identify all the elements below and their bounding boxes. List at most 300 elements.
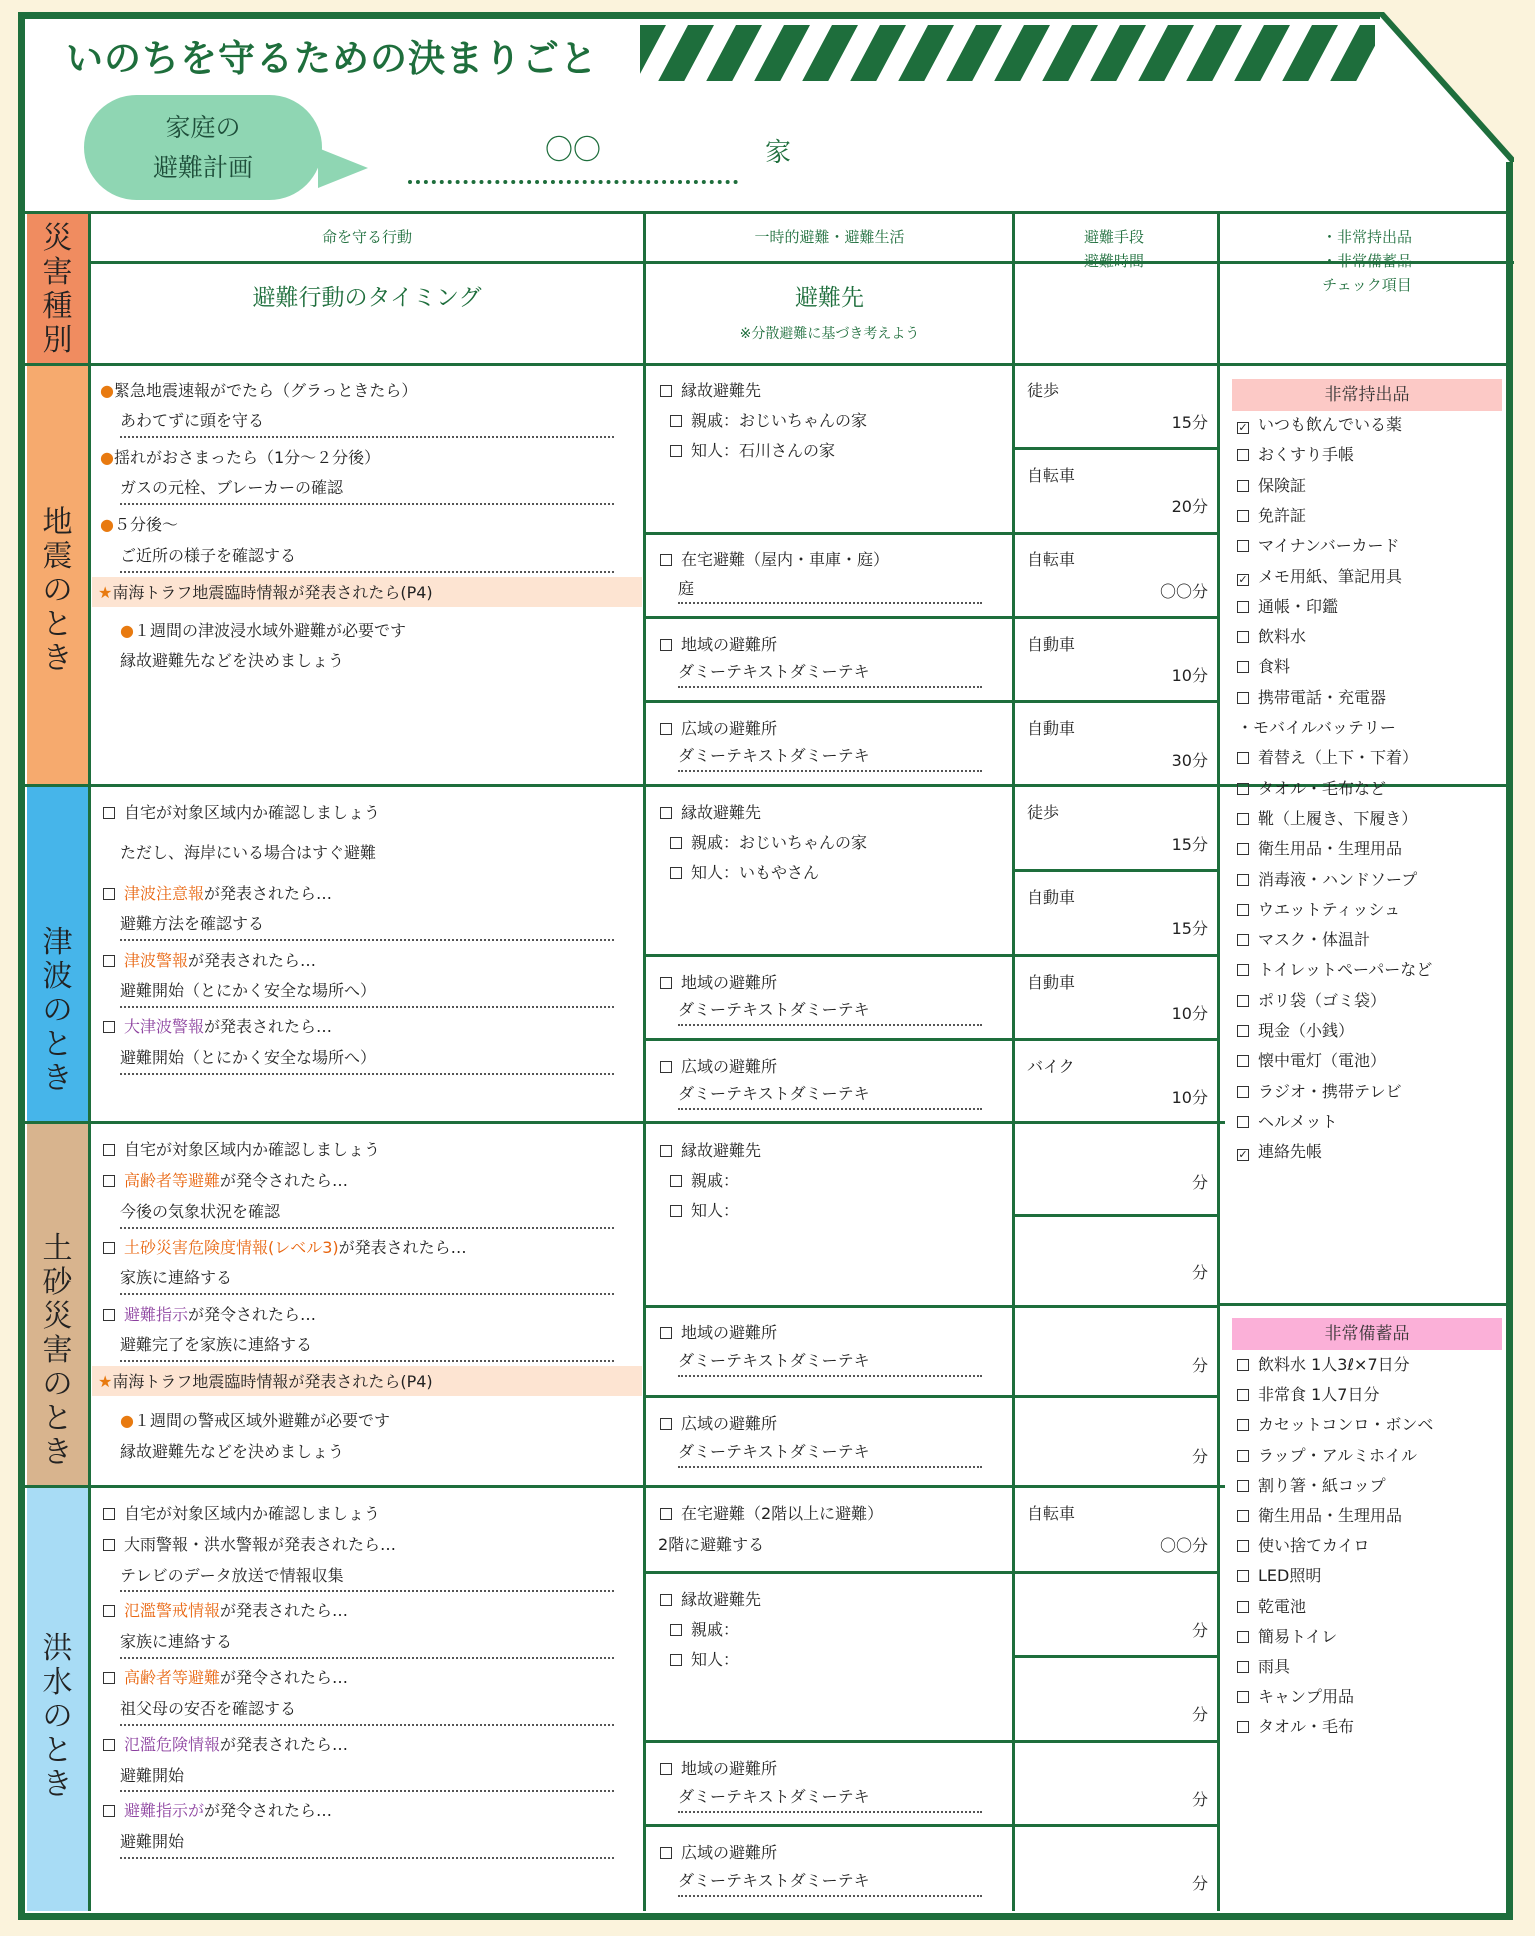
eq-means-1[interactable]: 徒歩 (1027, 381, 1060, 400)
carry-item[interactable] (1237, 475, 1306, 497)
eq-refuge-home[interactable]: 在宅避難（屋内・車庫・庭） (660, 549, 889, 571)
header-items-line2: ・非常備蓄品 (1321, 252, 1412, 270)
ls-action-6[interactable]: 避難指示が発令されたら… (103, 1304, 316, 1326)
grid-line (644, 700, 1218, 703)
grid-line (1013, 1214, 1218, 1217)
checkbox-icon[interactable] (1237, 1359, 1249, 1371)
fl-action-11: 避難開始 (120, 1832, 185, 1851)
dotted-rule (120, 571, 614, 573)
carry-item[interactable] (1237, 747, 1418, 769)
stock-item[interactable] (1237, 1384, 1379, 1406)
checkbox-icon (660, 977, 672, 989)
bullet-icon: ● (100, 381, 114, 400)
fl-refuge-acquaintance[interactable]: 知人： (670, 1649, 739, 1671)
carry-item-label: 携帯電話・充電器 (1258, 687, 1387, 707)
checkbox-icon (103, 1672, 115, 1684)
checkbox-icon (660, 1145, 672, 1157)
dotted-rule (120, 1790, 614, 1792)
fl-time-4[interactable]: 分 (1191, 1790, 1208, 1809)
ls-action-7: 避難完了を家族に連絡する (120, 1335, 313, 1354)
checkbox-checked-icon[interactable]: ✓ (1238, 421, 1248, 434)
checkbox-icon (670, 867, 682, 879)
checkbox-icon (103, 1021, 115, 1033)
stock-item[interactable] (1237, 1535, 1370, 1557)
ts-action-4: 避難方法を確認する (120, 914, 265, 933)
carry-item[interactable] (1237, 838, 1402, 860)
checkbox-icon[interactable] (1237, 813, 1249, 825)
stock-item-label: 乾電池 (1258, 1596, 1307, 1616)
header-action-small: 命を守る行動 (321, 228, 412, 246)
eq-action-2: あわてずに頭を守る (120, 411, 265, 430)
fl-time-3[interactable]: 分 (1191, 1705, 1208, 1724)
eq-refuge-relative[interactable]: 親戚：おじいちゃんの家 (670, 410, 867, 432)
carry-item-label: ヘルメット (1258, 1111, 1338, 1131)
page-corner-fold-icon (1374, 12, 1514, 162)
ls-refuge-acquaintance[interactable]: 知人： (670, 1200, 739, 1222)
checkbox-icon (670, 1654, 682, 1666)
eq-time-4[interactable]: 10分 (1171, 666, 1208, 685)
carry-item[interactable] (1237, 687, 1386, 709)
stock-item-label: 飲料水 1人3ℓ×7日分 (1258, 1355, 1410, 1374)
stripe-band-icon (640, 25, 1375, 81)
eq-action-8: ●１週間の津波浸水域外避難が必要です (120, 621, 406, 640)
checkbox-icon[interactable] (1237, 783, 1249, 795)
header-items (1221, 225, 1513, 297)
ls-time-2[interactable]: 分 (1191, 1263, 1208, 1282)
fl-action-10[interactable]: 避難指示がが発令されたら… (103, 1800, 332, 1822)
carry-item-label: 着替え（上下・下着） (1258, 748, 1419, 768)
eq-action-1: ●緊急地震速報がでたら（グラっときたら） (100, 381, 418, 400)
carry-item[interactable] (1237, 1111, 1338, 1133)
checkbox-checked-icon[interactable]: ✓ (1238, 572, 1248, 586)
carry-item[interactable] (1237, 808, 1417, 830)
fl-action-9: 避難開始 (120, 1766, 185, 1785)
checkbox-icon (103, 1309, 115, 1321)
ts-means-4[interactable]: バイク (1027, 1057, 1075, 1076)
checkbox-icon[interactable] (1237, 480, 1249, 492)
dotted-rule (120, 436, 614, 438)
dotted-rule (120, 1724, 614, 1726)
ls-refuge-wide[interactable]: 広域の避難所 (660, 1413, 777, 1435)
ts-means-1[interactable]: 徒歩 (1027, 803, 1060, 822)
stock-item-label: LED照明 (1258, 1566, 1322, 1586)
checkbox-checked-icon[interactable]: ✓ (1238, 1148, 1248, 1162)
eq-refuge-wide[interactable]: 広域の避難所 (660, 718, 777, 740)
carry-item-label: 保険証 (1258, 475, 1307, 495)
fl-action-4[interactable]: 氾濫警戒情報が発表されたら… (103, 1600, 348, 1622)
ls-refuge-relative[interactable]: 親戚： (670, 1170, 739, 1192)
eq-refuge-local-value[interactable]: ダミーテキストダミーテキ (678, 662, 870, 681)
eq-action-5: ●５分後〜 (100, 515, 178, 534)
eq-time-5[interactable]: 30分 (1171, 751, 1208, 770)
grid-line (1013, 869, 1218, 872)
ls-action-2[interactable]: 高齢者等避難が発令されたら… (103, 1170, 348, 1192)
carry-item[interactable] (1237, 869, 1417, 891)
grid-line (25, 1121, 1225, 1124)
eq-means-3[interactable]: 自転車 (1027, 550, 1076, 569)
checkbox-icon[interactable] (1237, 449, 1249, 461)
checkbox-icon (103, 1242, 115, 1254)
bullet-icon: ● (100, 515, 114, 534)
bubble-label (84, 108, 322, 188)
carry-item[interactable] (1237, 1141, 1322, 1163)
ts-refuge-wide-value[interactable]: ダミーテキストダミーテキ (678, 1084, 870, 1103)
carry-item-label: おくすり手帳 (1258, 445, 1355, 465)
carry-item[interactable] (1237, 566, 1402, 588)
eq-action-3: ●揺れがおさまったら（1分〜２分後） (100, 448, 381, 467)
fl-refuge-home-value[interactable]: 2階に避難する (658, 1535, 765, 1554)
stock-item[interactable] (1237, 1445, 1417, 1467)
carry-item-label: 消毒液・ハンドソープ (1258, 869, 1418, 889)
checkbox-icon[interactable] (1237, 1450, 1249, 1462)
grid-line (644, 1305, 1218, 1308)
stock-item[interactable] (1237, 1354, 1410, 1376)
dotted-rule (678, 770, 982, 772)
family-name-field[interactable]: 〇〇 (545, 133, 602, 166)
stock-item[interactable] (1237, 1475, 1386, 1497)
carry-item-label: 衛生用品・生理用品 (1258, 839, 1403, 859)
checkbox-icon[interactable] (1237, 1601, 1249, 1613)
checkbox-icon[interactable] (1237, 995, 1249, 1007)
stock-item-label: 雨具 (1258, 1657, 1291, 1676)
fl-time-2[interactable]: 分 (1191, 1621, 1208, 1640)
carry-item-label: 靴（上履き、下履き） (1258, 808, 1418, 828)
carry-item-label: ラジオ・携帯テレビ (1258, 1081, 1402, 1101)
stock-item[interactable] (1237, 1686, 1354, 1708)
grid-line (644, 616, 1218, 619)
eq-refuge-wide-value[interactable]: ダミーテキストダミーテキ (678, 746, 870, 765)
fl-refuge-local-value[interactable]: ダミーテキストダミーテキ (678, 1787, 870, 1806)
checkbox-icon (660, 1763, 672, 1775)
ts-means-2[interactable]: 自動車 (1027, 888, 1076, 907)
disaster-type-label: 災 害 種 別 (42, 221, 73, 358)
carry-item[interactable] (1237, 626, 1306, 648)
header-means (1016, 225, 1216, 273)
ls-action-3: 今後の気象状況を確認 (120, 1202, 281, 1221)
fl-means-1[interactable]: 自転車 (1027, 1504, 1076, 1523)
dotted-rule (120, 503, 614, 505)
checkbox-icon[interactable] (1237, 1570, 1249, 1582)
ts-time-1[interactable]: 15分 (1171, 835, 1208, 854)
eq-means-5[interactable]: 自動車 (1027, 719, 1076, 738)
checkbox-icon[interactable] (1237, 1419, 1249, 1431)
fl-refuge-local[interactable]: 地域の避難所 (660, 1758, 777, 1780)
dotted-rule (678, 686, 982, 688)
grid-line (644, 1824, 1218, 1827)
checkbox-icon[interactable] (1237, 1691, 1249, 1703)
carry-item[interactable] (1237, 990, 1386, 1012)
stock-item[interactable] (1237, 1626, 1337, 1648)
ls-action-8: ★南海トラフ地震臨時情報が発表されたら(P4) (98, 1372, 433, 1391)
stock-item-label: タオル・毛布 (1258, 1717, 1355, 1737)
checkbox-icon (103, 1739, 115, 1751)
carry-item[interactable] (1237, 505, 1306, 527)
fl-refuge-wide-value[interactable]: ダミーテキストダミーテキ (678, 1871, 870, 1890)
earthquake-label: 地 震 の と き (42, 505, 73, 676)
stock-item[interactable] (1237, 1565, 1321, 1587)
carry-item-label: 連絡先帳 (1258, 1142, 1323, 1162)
dotted-rule (120, 1657, 614, 1659)
checkbox-icon (670, 837, 682, 849)
dotted-rule (678, 1811, 982, 1813)
ts-action-2: ただし、海岸にいる場合はすぐ避難 (120, 843, 377, 862)
checkbox-icon (103, 1539, 115, 1551)
dotted-rule (678, 1108, 982, 1110)
carry-item-label: ・モバイルバッテリー (1237, 718, 1396, 737)
carry-item-label: メモ用紙、筆記用具 (1258, 566, 1403, 586)
ts-action-7[interactable]: 大津波警報が発表されたら… (103, 1016, 332, 1038)
checkbox-icon[interactable] (1237, 1540, 1249, 1552)
speech-bubble-tail (318, 148, 368, 188)
ls-action-4[interactable]: 土砂災害危険度情報(レベル3)が発表されたら… (103, 1237, 467, 1259)
ts-refuge-wide[interactable]: 広域の避難所 (660, 1056, 777, 1078)
fl-time-1[interactable]: 〇〇分 (1159, 1536, 1208, 1555)
carry-item[interactable] (1237, 596, 1338, 618)
grid-line (644, 1571, 1218, 1574)
ls-action-1[interactable]: 自宅が対象区域内か確認しましょう (103, 1139, 380, 1161)
checkbox-icon (670, 415, 682, 427)
fl-action-2[interactable]: 大雨警報・洪水警報が発表されたら… (103, 1534, 396, 1556)
checkbox-icon (660, 1327, 672, 1339)
carry-item-label: マイナンバーカード (1258, 536, 1400, 556)
checkbox-icon (103, 888, 115, 900)
fl-refuge-kin[interactable]: 縁故避難先 (660, 1589, 761, 1611)
carry-item[interactable] (1237, 899, 1400, 921)
carry-item (1237, 717, 1396, 739)
checkbox-icon (660, 1594, 672, 1606)
checkbox-icon[interactable] (1237, 510, 1249, 522)
stock-item-label: カセットコンロ・ボンベ (1258, 1415, 1434, 1435)
checkbox-icon[interactable] (1237, 1116, 1249, 1128)
carry-item[interactable] (1237, 1081, 1402, 1103)
header-action-big: 避難行動のタイミング (252, 285, 482, 311)
ts-action-5[interactable]: 津波警報が発表されたら… (103, 950, 316, 972)
ls-refuge-wide-value[interactable]: ダミーテキストダミーテキ (678, 1442, 870, 1461)
grid-line (25, 211, 1513, 214)
stock-item[interactable] (1237, 1596, 1306, 1618)
carry-item[interactable] (1237, 535, 1399, 557)
eq-refuge-acquaintance[interactable]: 知人：石川さんの家 (670, 440, 835, 462)
checkbox-icon[interactable] (1237, 601, 1249, 613)
eq-refuge-home-value[interactable]: 庭 (678, 579, 695, 598)
ls-refuge-local[interactable]: 地域の避難所 (660, 1322, 777, 1344)
ls-time-1[interactable]: 分 (1191, 1173, 1208, 1192)
eq-means-4[interactable]: 自動車 (1027, 635, 1076, 654)
ts-refuge-kin[interactable]: 縁故避難先 (660, 802, 761, 824)
star-icon: ★ (98, 1372, 113, 1391)
ts-means-3[interactable]: 自動車 (1027, 973, 1076, 992)
stock-item-label: ラップ・アルミホイル (1258, 1445, 1418, 1465)
header-items-line3: チェック項目 (1322, 276, 1412, 294)
eq-action-4: ガスの元栓、ブレーカーの確認 (120, 478, 344, 497)
fl-action-3: テレビのデータ放送で情報収集 (120, 1566, 344, 1585)
carry-item-label: 現金（小銭） (1258, 1021, 1355, 1040)
dotted-rule (120, 1073, 614, 1075)
ts-refuge-local-value[interactable]: ダミーテキストダミーテキ (678, 1000, 870, 1019)
eq-refuge-kin[interactable]: 縁故避難先 (660, 380, 761, 402)
checkbox-icon (670, 445, 682, 457)
checkbox-icon[interactable] (1237, 1661, 1249, 1673)
checkbox-icon[interactable] (1237, 1389, 1249, 1401)
flood-label: 洪 水 の と き (42, 1631, 73, 1802)
checkbox-icon[interactable] (1237, 1631, 1249, 1643)
checkbox-icon (670, 1205, 682, 1217)
carry-item-label: ポリ袋（ゴミ袋） (1258, 990, 1387, 1010)
dotted-rule (678, 1375, 982, 1377)
header-means-line2: 避難時間 (1084, 252, 1145, 270)
dotted-rule (120, 1006, 614, 1008)
checkbox-icon[interactable] (1237, 661, 1249, 673)
carry-item-label: マスク・体温計 (1258, 930, 1371, 950)
checkbox-icon (670, 1624, 682, 1636)
header-refuge-big: 避難先 (795, 285, 864, 311)
ls-time-3[interactable]: 分 (1191, 1356, 1208, 1375)
stock-item[interactable] (1237, 1656, 1290, 1678)
checkbox-icon[interactable] (1237, 874, 1249, 886)
ts-action-1[interactable]: 自宅が対象区域内か確認しましょう (103, 802, 380, 824)
bullet-icon: ● (120, 1411, 134, 1430)
ls-action-9: ●１週間の警戒区域外避難が必要です (120, 1411, 390, 1430)
stock-item-label: 衛生用品・生理用品 (1258, 1506, 1403, 1525)
header-items-line1: ・非常持出品 (1321, 228, 1412, 246)
checkbox-icon (103, 1605, 115, 1617)
checkbox-icon[interactable] (1237, 1480, 1249, 1492)
checkbox-icon (103, 1508, 115, 1520)
checkbox-icon[interactable] (1237, 843, 1249, 855)
carry-item[interactable] (1237, 929, 1370, 951)
family-suffix: 家 (765, 138, 792, 168)
ls-time-4[interactable]: 分 (1191, 1447, 1208, 1466)
grid-line (644, 1395, 1218, 1398)
star-icon: ★ (98, 583, 113, 602)
dotted-rule (120, 1857, 614, 1859)
stock-item[interactable] (1237, 1414, 1433, 1436)
stock-items-title: 非常備蓄品 (1232, 1318, 1502, 1350)
carry-item[interactable] (1237, 959, 1432, 981)
checkbox-icon (660, 385, 672, 397)
fl-refuge-relative[interactable]: 親戚： (670, 1619, 739, 1641)
grid-line (1218, 1303, 1513, 1306)
checkbox-icon[interactable] (1237, 964, 1249, 976)
ls-action-10: 縁故避難先などを決めましょう (120, 1442, 345, 1461)
grid-line (644, 1038, 1218, 1041)
fl-action-8[interactable]: 氾濫危険情報が発表されたら… (103, 1734, 348, 1756)
grid-line (1013, 1655, 1218, 1658)
carry-item-label: 食料 (1258, 657, 1291, 677)
carry-item[interactable] (1237, 778, 1386, 800)
header-refuge-note: ※分散避難に基づき考えよう (739, 326, 920, 342)
carry-item-label: 免許証 (1258, 505, 1307, 525)
fl-action-5: 家族に連絡する (120, 1632, 233, 1651)
ts-refuge-local[interactable]: 地域の避難所 (660, 972, 777, 994)
checkbox-icon (660, 554, 672, 566)
checkbox-icon (660, 639, 672, 651)
carry-item-label: いつも飲んでいる薬 (1258, 415, 1403, 434)
eq-action-9: 縁故避難先などを決めましょう (120, 651, 345, 670)
dotted-rule (120, 1293, 614, 1295)
ts-time-4[interactable]: 10分 (1171, 1088, 1208, 1107)
checkbox-icon (103, 955, 115, 967)
carry-item-label: トイレットペーパーなど (1258, 960, 1433, 980)
grid-line (25, 1485, 1225, 1488)
fl-action-1[interactable]: 自宅が対象区域内か確認しましょう (103, 1503, 380, 1525)
bullet-icon: ● (100, 448, 114, 467)
bullet-icon: ● (120, 621, 134, 640)
landslide-label: 土 砂 災 害 の と き (42, 1231, 73, 1470)
carry-items-title: 非常持出品 (1232, 379, 1502, 411)
checkbox-icon[interactable] (1237, 1086, 1249, 1098)
checkbox-icon (103, 807, 115, 819)
stock-item[interactable] (1237, 1716, 1354, 1738)
fl-action-6[interactable]: 高齢者等避難が発令されたら… (103, 1667, 348, 1689)
checkbox-icon[interactable] (1237, 904, 1249, 916)
grid-line (643, 211, 646, 1911)
bubble-line-2: 避難計画 (152, 153, 253, 182)
stock-item-label: キャンプ用品 (1258, 1687, 1355, 1707)
grid-line (644, 954, 1218, 957)
dotted-rule (120, 1590, 614, 1592)
carry-item[interactable] (1237, 1050, 1386, 1072)
grid-line (88, 211, 91, 1911)
eq-time-2[interactable]: 20分 (1171, 497, 1208, 516)
ts-action-3[interactable]: 津波注意報が発表されたら… (103, 883, 332, 905)
ts-refuge-relative[interactable]: 親戚：おじいちゃんの家 (670, 832, 867, 854)
dotted-rule (120, 939, 614, 941)
eq-action-7: ★南海トラフ地震臨時情報が発表されたら(P4) (98, 583, 433, 602)
eq-time-3[interactable]: 〇〇分 (1159, 582, 1208, 601)
header-refuge-small: 一時的避難・避難生活 (754, 228, 905, 246)
header-means-line1: 避難手段 (1084, 228, 1145, 246)
checkbox-icon[interactable] (1237, 1055, 1249, 1067)
checkbox-icon (103, 1175, 115, 1187)
eq-refuge-local[interactable]: 地域の避難所 (660, 634, 777, 656)
dotted-rule (120, 1227, 614, 1229)
carry-item[interactable] (1237, 656, 1290, 678)
ts-time-2[interactable]: 15分 (1171, 919, 1208, 938)
ts-time-3[interactable]: 10分 (1171, 1004, 1208, 1023)
carry-item[interactable] (1237, 414, 1402, 436)
checkbox-icon[interactable] (1237, 1721, 1249, 1733)
ls-refuge-kin[interactable]: 縁故避難先 (660, 1140, 761, 1162)
checkbox-icon[interactable] (1237, 752, 1249, 764)
grid-line (644, 532, 1218, 535)
checkbox-icon[interactable] (1237, 934, 1249, 946)
stock-item[interactable] (1237, 1505, 1402, 1527)
carry-item-label: 通帳・印鑑 (1258, 596, 1339, 616)
checkbox-icon[interactable] (1237, 1510, 1249, 1522)
fl-refuge-wide[interactable]: 広域の避難所 (660, 1842, 777, 1864)
checkbox-icon (660, 1061, 672, 1073)
grid-line (1217, 211, 1220, 1911)
carry-item[interactable] (1237, 1020, 1354, 1042)
fl-time-5[interactable]: 分 (1191, 1874, 1208, 1893)
eq-means-2[interactable]: 自転車 (1027, 466, 1076, 485)
ls-refuge-local-value[interactable]: ダミーテキストダミーテキ (678, 1351, 870, 1370)
dotted-rule (678, 1466, 982, 1468)
carry-item[interactable] (1237, 444, 1354, 466)
checkbox-icon (660, 723, 672, 735)
checkbox-icon[interactable] (1237, 692, 1249, 704)
fl-refuge-home[interactable]: 在宅避難（2階以上に避難） (660, 1503, 883, 1525)
ts-action-8: 避難開始（とにかく安全な場所へ） (120, 1048, 377, 1067)
eq-time-1[interactable]: 15分 (1171, 413, 1208, 432)
checkbox-icon[interactable] (1237, 631, 1249, 643)
ts-refuge-acquaintance[interactable]: 知人：いもやさん (670, 862, 819, 884)
stock-item-label: 割り箸・紙コップ (1258, 1475, 1386, 1495)
ts-action-6: 避難開始（とにかく安全な場所へ） (120, 981, 377, 1000)
checkbox-icon[interactable] (1237, 540, 1249, 552)
checkbox-icon[interactable] (1237, 1025, 1249, 1037)
